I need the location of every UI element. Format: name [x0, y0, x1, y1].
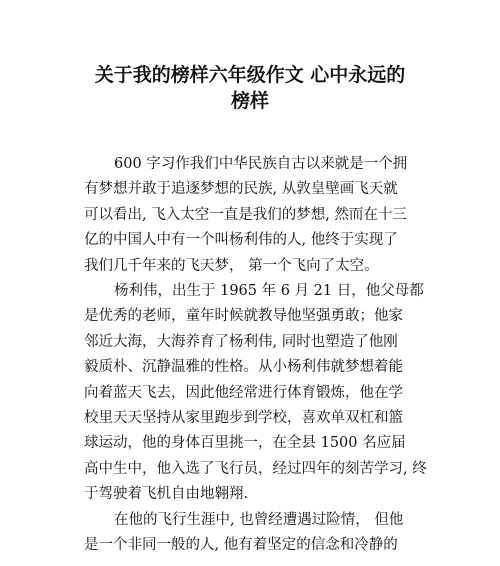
document-body: [84, 152, 427, 559]
paragraph-2-line-6: 校里天天坚持从家里跑步到学校，喜欢单双杠和篮: [84, 410, 403, 427]
paragraph-2-line-5: 向着蓝天飞去，因此他经常进行体育锻炼，他在学: [84, 384, 403, 401]
paragraph-2-line-9: 于驾驶着飞机自由地翱翔.: [84, 486, 249, 503]
document-title: [60, 62, 440, 114]
paragraph-3-line-2: 是一个非同一般的人, 他有着坚定的信念和冷静的: [84, 537, 398, 554]
paragraph-2-line-4: 毅质朴、沉静温雅的性格。从小杨利伟就梦想着能: [84, 359, 403, 376]
title-line-1: 关于我的榜样六年级作文 心中永远的: [94, 64, 406, 86]
paragraph-2-line-1: 杨利伟，出生于 1965 年 6 月 21 日，他父母都: [114, 283, 424, 300]
paragraph-3-line-1: 在他的飞行生涯中, 也曾经遭遇过险情， 但他: [114, 511, 404, 528]
paragraph-1-line-3: 可以看出, 飞入太空一直是我们的梦想, 然而在十三: [84, 206, 407, 223]
paragraph-2-line-8: 高中生中，他入选了飞行员，经过四年的刻苦学习, 终: [84, 460, 427, 477]
title-line-2: 榜样: [230, 90, 269, 112]
paragraph-2-line-3: 邻近大海，大海养育了杨利伟, 同时也塑造了他刚: [84, 333, 398, 350]
paragraph-1-line-4: 亿的中国人中有一个叫杨利伟的人, 他终于实现了: [84, 232, 398, 249]
paragraph-2-line-2: 是优秀的老师，童年时候就教导他坚强勇敢；他家: [84, 308, 403, 325]
paragraph-1-line-2: 有梦想并敢于追逐梦想的民族, 从敦皇壁画飞天就: [84, 181, 398, 198]
paragraph-1-line-1: 600 字习作我们中华民族自古以来就是一个拥: [114, 156, 408, 172]
paragraph-2-line-7: 球运动，他的身体百里挑一，在全县 1500 名应届: [84, 435, 406, 452]
paragraph-1-line-5: 我们几千年来的飞天梦， 第一个飞向了太空。: [84, 257, 379, 274]
